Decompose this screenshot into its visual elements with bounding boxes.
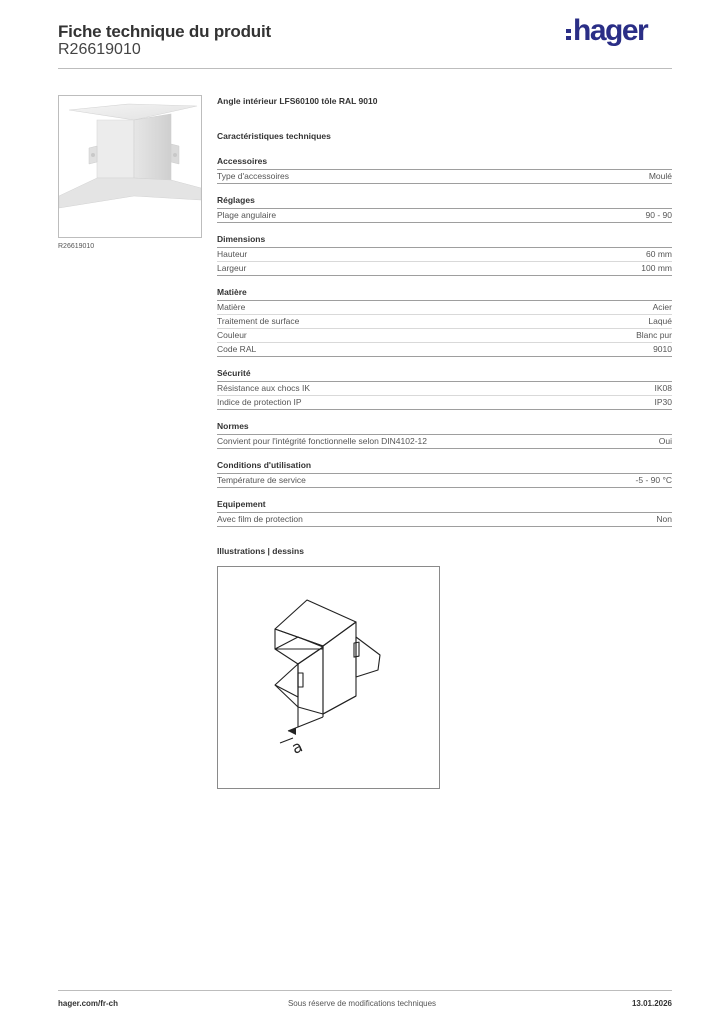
product-reference: R26619010 bbox=[58, 41, 141, 58]
spec-value: IP30 bbox=[654, 397, 672, 407]
spec-row bbox=[217, 248, 672, 262]
spec-section bbox=[217, 195, 672, 223]
spec-value: 90 - 90 bbox=[645, 210, 672, 220]
spec-label: Couleur bbox=[217, 330, 247, 340]
spec-label: Traitement de surface bbox=[217, 316, 300, 326]
product-photo bbox=[58, 95, 202, 238]
header-divider bbox=[58, 68, 672, 69]
section-title: Conditions d'utilisation bbox=[217, 460, 672, 474]
footer-notice: Sous réserve de modifications techniques bbox=[287, 999, 437, 1008]
spec-value: Laqué bbox=[648, 316, 672, 326]
page-title: Fiche technique du produit bbox=[58, 22, 271, 41]
spec-row bbox=[217, 301, 672, 315]
section-title: Equipement bbox=[217, 499, 672, 513]
section-title: Accessoires bbox=[217, 156, 672, 170]
spec-content bbox=[217, 96, 672, 538]
footer-website-link[interactable]: hager.com/fr-ch bbox=[58, 999, 119, 1008]
product-name: Angle intérieur LFS60100 tôle RAL 9010 bbox=[217, 96, 378, 106]
spec-section bbox=[217, 368, 672, 410]
spec-label: Température de service bbox=[217, 475, 306, 485]
logo-text: hager bbox=[573, 14, 648, 47]
hager-logo[interactable] bbox=[566, 16, 647, 46]
spec-label: Type d'accessoires bbox=[217, 171, 290, 181]
spec-value: Moulé bbox=[648, 171, 672, 181]
spec-label: Largeur bbox=[217, 263, 247, 273]
spec-value: 9010 bbox=[653, 344, 672, 354]
spec-label: Code RAL bbox=[217, 344, 257, 354]
spec-section bbox=[217, 156, 672, 184]
logo-dots-icon bbox=[566, 29, 571, 40]
spec-row bbox=[217, 382, 672, 396]
spec-row bbox=[217, 262, 672, 276]
spec-row bbox=[217, 315, 672, 329]
spec-row bbox=[217, 513, 672, 527]
spec-row bbox=[217, 170, 672, 184]
spec-value: -5 - 90 °C bbox=[635, 475, 672, 485]
technical-drawing bbox=[217, 566, 440, 789]
spec-label: Avec film de protection bbox=[217, 514, 303, 524]
section-title: Sécurité bbox=[217, 368, 672, 382]
product-render-icon bbox=[59, 96, 201, 237]
spec-label: Matière bbox=[217, 302, 246, 312]
photo-caption: R26619010 bbox=[58, 243, 95, 250]
section-title: Réglages bbox=[217, 195, 672, 209]
dimension-label: a bbox=[288, 736, 306, 758]
spec-row bbox=[217, 343, 672, 357]
spec-section bbox=[217, 287, 672, 357]
spec-value: Blanc pur bbox=[636, 330, 672, 340]
spec-value: Oui bbox=[658, 436, 672, 446]
spec-sections bbox=[217, 156, 672, 527]
corner-drawing-icon bbox=[218, 567, 439, 788]
spec-label: Résistance aux chocs IK bbox=[217, 383, 311, 393]
section-title: Normes bbox=[217, 421, 672, 435]
spec-label: Indice de protection IP bbox=[217, 397, 302, 407]
spec-value: Non bbox=[656, 514, 672, 524]
spec-row bbox=[217, 329, 672, 343]
spec-section bbox=[217, 421, 672, 449]
footer-date: 13.01.2026 bbox=[631, 999, 672, 1008]
spec-section bbox=[217, 460, 672, 488]
spec-value: 100 mm bbox=[641, 263, 672, 273]
spec-label: Convient pour l'intégrité fonctionnelle selon DIN4102-12 bbox=[217, 436, 428, 446]
spec-value: Acier bbox=[652, 302, 672, 312]
tech-characteristics-title: Caractéristiques techniques bbox=[217, 131, 331, 141]
section-title: Matière bbox=[217, 287, 672, 301]
spec-label: Hauteur bbox=[217, 249, 248, 259]
illustrations-title: Illustrations | dessins bbox=[217, 546, 304, 556]
spec-value: 60 mm bbox=[646, 249, 672, 259]
spec-row bbox=[217, 396, 672, 410]
section-title: Dimensions bbox=[217, 234, 672, 248]
spec-value: IK08 bbox=[654, 383, 672, 393]
spec-section bbox=[217, 234, 672, 276]
spec-row bbox=[217, 474, 672, 488]
spec-row bbox=[217, 209, 672, 223]
footer-divider bbox=[58, 990, 672, 991]
spec-label: Plage angulaire bbox=[217, 210, 277, 220]
spec-row bbox=[217, 435, 672, 449]
spec-section bbox=[217, 499, 672, 527]
